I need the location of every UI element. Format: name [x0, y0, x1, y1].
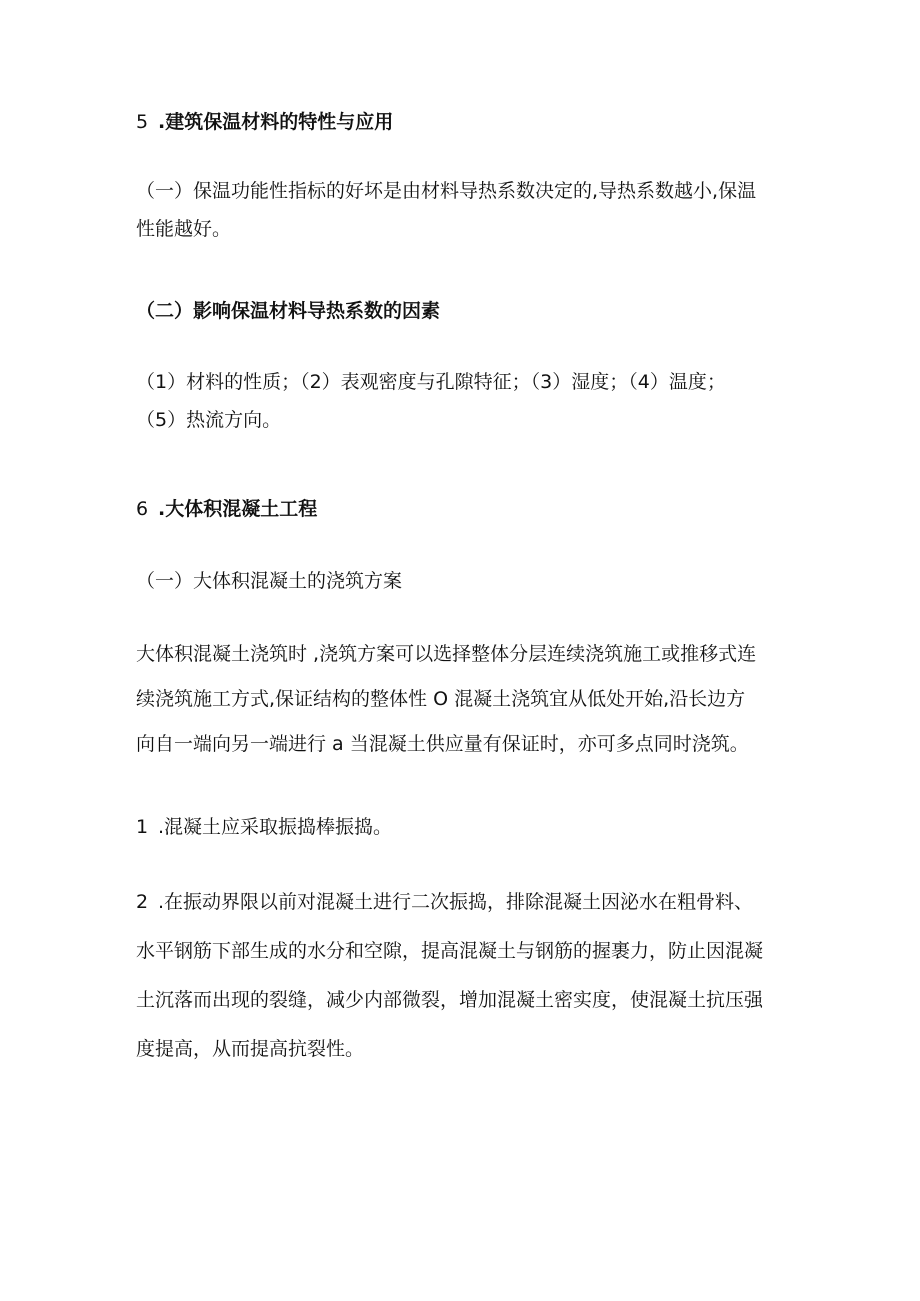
section-6-number: 6 [136, 498, 149, 520]
list-item-2 [136, 878, 796, 1074]
section-5-number: 5 [136, 111, 149, 133]
paragraph-line: 性能越好。 [136, 218, 232, 240]
list-item-1 [136, 808, 796, 846]
list-item-number: 2 [136, 891, 149, 913]
section-6-heading [136, 490, 796, 528]
paragraph-line: 向自一端向另一端进行 a 当混凝土供应量有保证时，亦可多点同时浇筑。 [136, 733, 749, 755]
section-5-heading [136, 103, 796, 141]
paragraph-line: 水平钢筋下部生成的水分和空隙，提高混凝土与钢筋的握裹力，防止因混凝 [136, 940, 764, 962]
list-item-number: 1 [136, 816, 149, 838]
paragraph-5-1 [136, 172, 796, 248]
paragraph-line: 度提高，从而提高抗裂性。 [136, 1038, 365, 1060]
paragraph-line: 续浇筑施工方式,保证结构的整体性 O 混凝土浇筑宜从低处开始,沿长边方 [136, 688, 746, 710]
paragraph-5-2 [136, 363, 796, 439]
subheading-6-1: （一）大体积混凝土的浇筑方案 [136, 570, 403, 592]
paragraph-line: （5）热流方向。 [136, 409, 282, 431]
paragraph-6-1 [136, 632, 796, 767]
paragraph-line: 大体积混凝土浇筑时 ,浇筑方案可以选择整体分层连续浇筑施工或推移式连 [136, 643, 757, 665]
paragraph-line: （一）保温功能性指标的好坏是由材料导热系数决定的,导热系数越小,保温 [136, 180, 757, 202]
subheading-5-2: （二）影响保温材料导热系数的因素 [136, 300, 441, 322]
paragraph-line: （1）材料的性质；（2）表观密度与孔隙特征；（3）湿度；（4）温度； [136, 371, 726, 393]
section-6-title: .大体积混凝土工程 [158, 498, 318, 520]
paragraph-line [136, 878, 796, 927]
list-item-text: .混凝土应采取振捣棒振捣。 [158, 816, 393, 838]
list-item-text: .在振动界限以前对混凝土进行二次振捣，排除混凝土因泌水在粗骨料、 [158, 891, 754, 913]
paragraph-line: 土沉落而出现的裂缝，减少内部微裂，增加混凝土密实度，使混凝土抗压强 [136, 989, 764, 1011]
section-5-title: .建筑保温材料的特性与应用 [158, 111, 394, 133]
